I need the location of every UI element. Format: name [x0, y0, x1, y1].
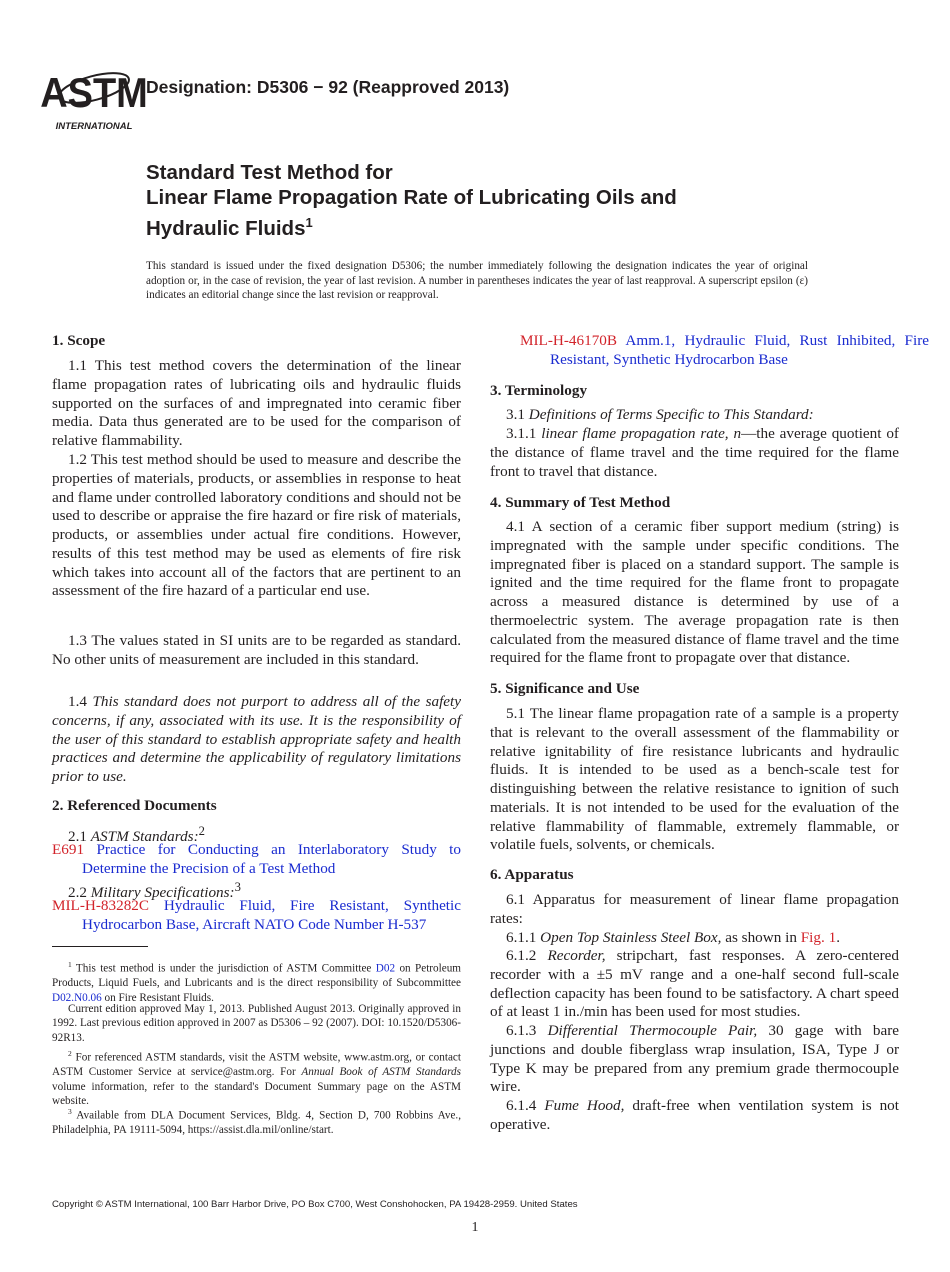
paragraph-6-1-4 [490, 1097, 899, 1135]
reference-mil-h-83282c [52, 897, 461, 935]
text-run: 5. Significance and Use [490, 680, 640, 697]
paragraph-6-1 [490, 891, 899, 929]
footnote-mark: 3 [68, 1107, 72, 1116]
astm-logo [40, 56, 148, 132]
text-run: on Fire Resistant Fluids. [101, 991, 214, 1004]
reference-link[interactable]: MIL-H-46170B [520, 332, 618, 349]
paragraph-4-1 [490, 518, 899, 668]
title-line: Standard Test Method for [146, 161, 393, 184]
text-run: This standard does not purport to address all of the safety concerns, if any, associated with its use. It is the responsibility of the user of this standard to establish appropriate safety and health practices and determine the applicability of regulatory limitations prior to use. [52, 693, 462, 785]
reference-link[interactable]: Hydraulic Fluid, Fire Resistant, Synthetic Hydrocarbon Base, Aircraft NATO Code Number H-537 [82, 897, 461, 933]
text-run: 1. Scope [52, 332, 106, 349]
text-run: 6. Apparatus [490, 866, 574, 883]
title-line: Linear Flame Propagation Rate of Lubricating Oils and [146, 186, 677, 209]
designation: Designation: D5306 − 92 (Reapproved 2013) [146, 77, 510, 97]
text-run: 6.1.1 [506, 929, 541, 946]
text-run: This test method is under the jurisdiction of ASTM Committee [71, 962, 376, 975]
text-run: 4.1 A section of a ceramic fiber support medium (string) is impregnated with the sample under specific conditions. The impregnated fiber is placed on a standard support. The sample is ignited and the time required for the flame front to propagate across a measured distance is determined by use of a thermoelectric system. The average propagation rate is then calculated from the measured distance of flame travel and the time required for the flame front to propagate over that distance. [490, 518, 899, 667]
text-run: as shown in [721, 929, 801, 946]
text-run: Definitions of Terms Specific to This Standard: [528, 406, 814, 423]
title-text: Hydraulic Fluids [146, 216, 306, 240]
paragraph-6-1-3 [490, 1022, 899, 1097]
text-run: on Petroleum Products, Liquid Fuels, and Lubricants and is the direct responsibility of Subcommittee [52, 962, 461, 990]
section-heading-significance [490, 680, 899, 699]
text-run: Open Top Stainless Steel Box, [540, 929, 722, 946]
section-heading-terminology [490, 382, 899, 401]
footnote-3 [52, 1105, 461, 1138]
text-run: 1.1 This test method covers the determination of the linear flame propagation rates of lubricating oils and hydraulic fluids supported on the surfaces of and impregnated into ceramic fiber media. Data thus generated are to be used for the comparison of relative flammability. [52, 357, 461, 449]
page-number: 1 [471, 1220, 479, 1235]
paragraph-1-3 [52, 632, 461, 670]
svg-text:ASTM: ASTM [40, 70, 148, 117]
text-run: stripchart, fast responses. A zero-centered recorder with a ±5 mV range and a one-half second full-scale deflection capacity has been found to be satisfactory. A chart speed of at least 1 in./min has been used for most studies. [490, 947, 899, 1021]
footnote-mark: 1 [68, 960, 72, 969]
paragraph-3-1 [490, 406, 899, 425]
section-heading-summary [490, 494, 899, 513]
paragraph-5-1 [490, 705, 899, 855]
paragraph-6-1-2 [490, 947, 899, 1022]
footnote-mark: 2 [68, 1049, 72, 1058]
text-run: —the average quotient of the distance of flame travel and the time required for the flame front to travel that distance. [490, 425, 899, 480]
reference-link[interactable]: D02.N0.06 [52, 991, 102, 1004]
text-run: ASTM Standards: [90, 828, 199, 846]
reference-link[interactable]: Fig. 1 [800, 929, 837, 946]
paragraph-1-2 [52, 451, 461, 601]
text-run: linear flame propagation rate, n [541, 425, 742, 442]
copyright-footer: Copyright © ASTM International, 100 Barr Harbor Drive, PO Box C700, West Conshohocken, PA 19428-2959. United States [52, 1199, 578, 1210]
text-run: volume information, refer to the standard's Document Summary page on the ASTM website. [52, 1080, 461, 1107]
text-run: 1.2 This test method should be used to measure and describe the properties of materials, products, or assemblies in response to heat and flame under controlled laboratory conditions and should not be used to describe or appraise the fire hazard or fire risk of materials, products, or assemblies under actual fire conditions. However, results of this test method may be used as elements of fire risk which takes into account all of the factors that are pertinent to an assessment of the fire hazard of a particular end use. [52, 451, 461, 600]
text-run: 3.1.1 [506, 425, 542, 442]
paragraph-6-1-1 [490, 929, 899, 948]
reference-link[interactable]: Amm.1, Hydraulic Fluid, Rust Inhibited, Fire Resistant, Synthetic Hydrocarbon Base [550, 332, 929, 368]
intro-note: This standard is issued under the fixed designation D5306; the number immediately following the designation indicates the year of original adoption or, in the case of revision, the year of last revision. A number in parentheses indicates the year of last reapproval. A superscript epsilon (ε) indicates an editorial change since the last revision or reapproval. [146, 260, 808, 301]
paragraph-3-1-1 [490, 425, 899, 481]
text-run: 6.1.2 [506, 947, 548, 964]
text-run: 2.2 [68, 884, 91, 902]
text-run: 5.1 The linear flame propagation rate of a sample is a property that is relevant to the overall assessment of the flammability or relative ignitability of fire resistance lubricants and hydraulic fluids. It is intended to be used as a bench-scale test for distinguishing between the relative resistance to ignition of such materials. It is not intended to be used for the evaluation of the relative flammability of flammable, extremely flammable, or volatile fuels, solvents, or chemicals. [490, 705, 899, 854]
footnote-mark: 2 [198, 824, 205, 838]
text-run: Annual Book of ASTM Standards [301, 1066, 461, 1079]
section-heading-scope [52, 332, 461, 351]
footnote-2 [52, 1047, 461, 1108]
text-run: 4. Summary of Test Method [490, 494, 671, 511]
title-line [146, 210, 846, 241]
text-run: . [836, 929, 840, 946]
text-run: Military Specifications: [90, 884, 235, 902]
footnote-edition [52, 1002, 461, 1045]
svg-text:INTERNATIONAL: INTERNATIONAL [55, 121, 133, 132]
footnote-mark: 1 [305, 215, 313, 230]
text-run: For referenced ASTM standards, visit the ASTM website, www.astm.org, or contact ASTM Customer Service at service@astm.org. For [52, 1051, 461, 1079]
text-run: Available from DLA Document Services, Bldg. 4, Section D, 700 Robbins Ave., Philadelphia, PA 19111-5094, https://assist.dla.mil/online/start. [52, 1109, 461, 1137]
text-run: Differential Thermocouple Pair, [547, 1022, 758, 1039]
reference-mil-h-46170b [520, 332, 929, 370]
text-run: 6.1.4 [506, 1097, 545, 1114]
reference-link[interactable]: Practice for Conducting an Interlaboratory Study to Determine the Precision of a Test Method [82, 841, 461, 877]
reference-link[interactable]: MIL-H-83282C [52, 897, 150, 914]
text-run: 2. Referenced Documents [52, 797, 217, 814]
section-heading-apparatus [490, 866, 899, 885]
text-run: 6.1.3 [506, 1022, 548, 1039]
text-run: 3.1 [506, 406, 529, 423]
text-run: draft-free when ventilation system is not operative. [490, 1097, 899, 1133]
reference-link[interactable]: D02 [375, 962, 396, 975]
document-title [146, 160, 846, 241]
footnote-mark: 3 [234, 880, 241, 894]
section-heading-referenced-documents [52, 797, 461, 816]
footnote-1 [52, 958, 461, 1005]
reference-link[interactable]: E691 [52, 841, 85, 858]
text-run: 6.1 Apparatus for measurement of linear flame propagation rates: [490, 891, 899, 927]
text-run: 30 gage with bare junctions and double fiberglass wrap insulation, ISA, Type J or Type K may be prepared from any premium grade thermocouple wire. [490, 1022, 900, 1096]
text-run: 3. Terminology [490, 382, 588, 399]
paragraph-1-1 [52, 357, 461, 451]
footnote-divider [52, 946, 148, 947]
text-run: 1.4 [68, 693, 93, 710]
text-run: Fume Hood, [544, 1097, 625, 1114]
text-run: Recorder, [547, 947, 606, 964]
text-run: 1.3 The values stated in SI units are to be regarded as standard. No other units of measurement are included in this standard. [52, 632, 461, 668]
text-run: 2.1 [68, 828, 91, 846]
paragraph-1-4 [52, 693, 461, 787]
reference-e691 [52, 841, 461, 879]
text-run: Current edition approved May 1, 2013. Published August 2013. Originally approved in 1992. Last previous edition approved in 2007 as D5306 – 92 (2007). DOI: 10.1520/D5306-92R13. [52, 1003, 461, 1044]
